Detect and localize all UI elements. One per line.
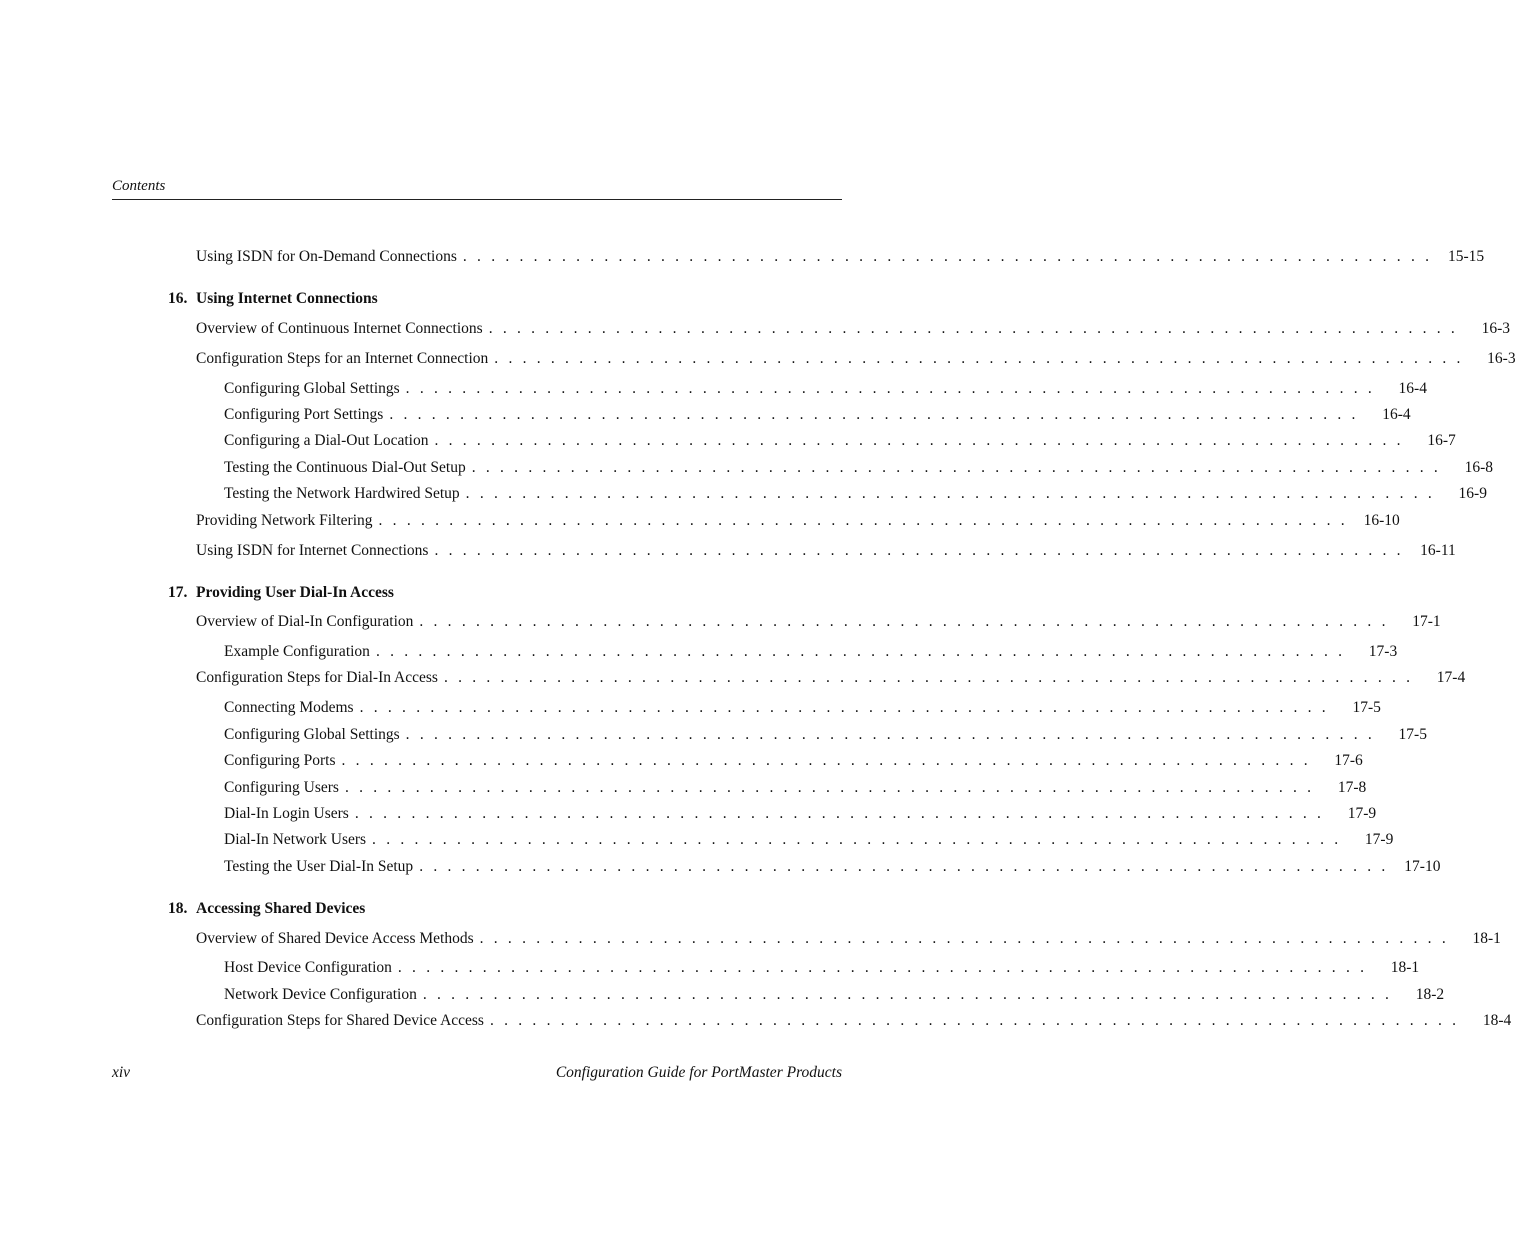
toc-entry[interactable]	[196, 248, 1485, 266]
toc-entry-title: Overview of Shared Device Access Methods	[196, 930, 474, 947]
toc-entry-page: 17-9	[1347, 805, 1377, 822]
toc-entry-page: 16-3	[1481, 320, 1510, 337]
toc-entry[interactable]	[224, 779, 1367, 797]
toc-entry-page: 16-8	[1464, 459, 1494, 476]
toc-entry-title: Overview of Dial-In Configuration	[196, 613, 414, 630]
chapter-number: 17.	[168, 584, 188, 601]
dot-leader: . . . . . . . . . . . . . . . . . . . . . . . . . . . . . . . . . . . . . . . . . . . . . . . . . . . . . . . . . . . . . . . . . . . . .	[434, 432, 1404, 449]
dot-leader: . . . . . . . . . . . . . . . . . . . . . . . . . . . . . . . . . . . . . . . . . . . . . . . . . . . . . . . . . . . . . . . . . . . . .	[471, 459, 1442, 476]
toc-entry[interactable]	[224, 699, 1381, 717]
toc-entry[interactable]	[196, 542, 1456, 560]
toc-entry[interactable]	[196, 930, 1501, 948]
toc-entry-title: Connecting Modems	[224, 699, 354, 716]
toc-entry-page: 17-4	[1436, 669, 1466, 686]
toc-entry[interactable]	[224, 726, 1427, 744]
chapter-title: Using Internet Connections	[196, 290, 378, 307]
dot-leader: . . . . . . . . . . . . . . . . . . . . . . . . . . . . . . . . . . . . . . . . . . . . . . . . . . . . . . . . . . . . . . . . . . . . .	[354, 805, 1325, 822]
toc-entry-title: Overview of Continuous Internet Connections	[196, 320, 483, 337]
toc-entry-page: 18-1	[1472, 930, 1501, 947]
toc-entry-title: Configuration Steps for Shared Device Access	[196, 1012, 484, 1029]
toc-entry[interactable]	[196, 613, 1441, 631]
toc-entry[interactable]	[196, 320, 1510, 338]
chapter-title: Providing User Dial-In Access	[196, 584, 394, 601]
chapter-heading[interactable]	[168, 900, 365, 918]
toc-entry-title: Testing the Network Hardwired Setup	[224, 485, 460, 502]
chapter-heading[interactable]	[168, 290, 378, 308]
dot-leader: . . . . . . . . . . . . . . . . . . . . . . . . . . . . . . . . . . . . . . . . . . . . . . . . . . . . . . . . . . . . . . . . . . . . .	[405, 726, 1375, 743]
toc-entry-title: Example Configuration	[224, 643, 370, 660]
toc-entry[interactable]	[224, 986, 1445, 1004]
dot-leader: . . . . . . . . . . . . . . . . . . . . . . . . . . . . . . . . . . . . . . . . . . . . . . . . . . . . . . . . . . . . . . . . . . . . .	[434, 542, 1404, 559]
toc-entry-page: 16-10	[1363, 512, 1400, 529]
dot-leader: . . . . . . . . . . . . . . . . . . . . . . . . . . . . . . . . . . . . . . . . . . . . . . . . . . . . . . . . . . . . . . . . . . . . .	[443, 669, 1414, 686]
footer-book-title: Configuration Guide for PortMaster Products	[555, 1064, 842, 1081]
toc-entry-title: Network Device Configuration	[224, 986, 417, 1003]
toc-entry-page: 18-2	[1415, 986, 1445, 1003]
toc-entry-page: 16-3	[1487, 350, 1516, 367]
dot-leader: . . . . . . . . . . . . . . . . . . . . . . . . . . . . . . . . . . . . . . . . . . . . . . . . . . . . . . . . . . . . . . . . . . . . .	[389, 406, 1359, 423]
toc-entry-page: 16-4	[1398, 380, 1427, 397]
dot-leader: . . . . . . . . . . . . . . . . . . . . . . . . . . . . . . . . . . . . . . . . . . . . . . . . . . . . . . . . . . . . . . . . . . . . .	[494, 350, 1464, 367]
toc-entry-page: 17-9	[1364, 831, 1394, 848]
dot-leader: . . . . . . . . . . . . . . . . . . . . . . . . . . . . . . . . . . . . . . . . . . . . . . . . . . . . . . . . . . . . . . . . . . . . .	[359, 699, 1329, 716]
dot-leader: . . . . . . . . . . . . . . . . . . . . . . . . . . . . . . . . . . . . . . . . . . . . . . . . . . . . . . . . . . . . . . . . . . . . .	[397, 959, 1368, 976]
toc-entry-title: Using ISDN for On-Demand Connections	[196, 248, 457, 265]
toc-entry-page: 17-3	[1368, 643, 1398, 660]
toc-entry[interactable]	[224, 831, 1394, 849]
dot-leader: . . . . . . . . . . . . . . . . . . . . . . . . . . . . . . . . . . . . . . . . . . . . . . . . . . . . . . . . . . . . . . . . . . . . .	[344, 779, 1315, 796]
toc-entry-page: 17-8	[1337, 779, 1367, 796]
toc-entry[interactable]	[196, 669, 1466, 687]
dot-leader: . . . . . . . . . . . . . . . . . . . . . . . . . . . . . . . . . . . . . . . . . . . . . . . . . . . . . . . . . . . . . . . . . . . . .	[341, 752, 1311, 769]
toc-entry-title: Using ISDN for Internet Connections	[196, 542, 429, 559]
toc-entry-page: 17-10	[1404, 858, 1441, 875]
toc-entry-title: Configuring Global Settings	[224, 726, 400, 743]
toc-entry-page: 17-5	[1352, 699, 1381, 716]
toc-entry-title: Configuration Steps for Dial-In Access	[196, 669, 438, 686]
toc-entry-title: Host Device Configuration	[224, 959, 392, 976]
dot-leader: . . . . . . . . . . . . . . . . . . . . . . . . . . . . . . . . . . . . . . . . . . . . . . . . . . . . . . . . . . . . . . . . . . . . .	[479, 930, 1449, 947]
toc-entry[interactable]	[224, 858, 1441, 876]
dot-leader: . . . . . . . . . . . . . . . . . . . . . . . . . . . . . . . . . . . . . . . . . . . . . . . . . . . . . . . . . . . . . . . . . . . . .	[489, 1012, 1460, 1029]
chapter-heading[interactable]	[168, 584, 394, 602]
toc-entry-title: Testing the User Dial-In Setup	[224, 858, 414, 875]
toc-entry[interactable]	[196, 350, 1516, 368]
footer-page-number: xiv	[112, 1064, 131, 1081]
chapter-number: 16.	[168, 290, 188, 307]
toc-entry-page: 17-1	[1412, 613, 1441, 630]
toc-entry-title: Configuring Users	[224, 779, 339, 796]
toc-entry[interactable]	[224, 643, 1398, 661]
toc-entry[interactable]	[224, 406, 1411, 424]
dot-leader: . . . . . . . . . . . . . . . . . . . . . . . . . . . . . . . . . . . . . . . . . . . . . . . . . . . . . . . . . . . . . . . . . . . . .	[378, 512, 1348, 529]
toc-entry-page: 17-6	[1334, 752, 1363, 769]
dot-leader: . . . . . . . . . . . . . . . . . . . . . . . . . . . . . . . . . . . . . . . . . . . . . . . . . . . . . . . . . . . . . . . . . . . . .	[375, 643, 1346, 660]
dot-leader: . . . . . . . . . . . . . . . . . . . . . . . . . . . . . . . . . . . . . . . . . . . . . . . . . . . . . . . . . . . . . . . . . . . . .	[488, 320, 1458, 337]
toc-entry-title: Configuring Port Settings	[224, 406, 384, 423]
toc-entry-page: 16-11	[1420, 542, 1456, 559]
toc-entry[interactable]	[224, 380, 1427, 398]
toc-entry[interactable]	[224, 959, 1420, 977]
dot-leader: . . . . . . . . . . . . . . . . . . . . . . . . . . . . . . . . . . . . . . . . . . . . . . . . . . . . . . . . . . . . . . . . . . . . .	[419, 613, 1389, 630]
toc-entry-title: Configuring Ports	[224, 752, 336, 769]
dot-leader: . . . . . . . . . . . . . . . . . . . . . . . . . . . . . . . . . . . . . . . . . . . . . . . . . . . . . . . . . . . . . . . . . . . . .	[462, 248, 1433, 265]
dot-leader: . . . . . . . . . . . . . . . . . . . . . . . . . . . . . . . . . . . . . . . . . . . . . . . . . . . . . . . . . . . . . . . . . . . . .	[465, 485, 1435, 502]
toc-entry-title: Configuring a Dial-Out Location	[224, 432, 429, 449]
toc-entry-page: 15-15	[1448, 248, 1485, 265]
toc-entry-page: 18-4	[1482, 1012, 1512, 1029]
toc-entry-page: 16-7	[1427, 432, 1456, 449]
toc-entry-title: Providing Network Filtering	[196, 512, 373, 529]
dot-leader: . . . . . . . . . . . . . . . . . . . . . . . . . . . . . . . . . . . . . . . . . . . . . . . . . . . . . . . . . . . . . . . . . . . . .	[372, 831, 1342, 848]
toc-entry-page: 17-5	[1398, 726, 1427, 743]
toc-entry[interactable]	[224, 752, 1363, 770]
toc-entry[interactable]	[224, 459, 1494, 477]
toc-entry-title: Dial-In Login Users	[224, 805, 349, 822]
dot-leader: . . . . . . . . . . . . . . . . . . . . . . . . . . . . . . . . . . . . . . . . . . . . . . . . . . . . . . . . . . . . . . . . . . . . .	[419, 858, 1389, 875]
dot-leader: . . . . . . . . . . . . . . . . . . . . . . . . . . . . . . . . . . . . . . . . . . . . . . . . . . . . . . . . . . . . . . . . . . . . .	[422, 986, 1393, 1003]
toc-entry-title: Configuration Steps for an Internet Connection	[196, 350, 489, 367]
toc-entry[interactable]	[224, 485, 1487, 503]
dot-leader: . . . . . . . . . . . . . . . . . . . . . . . . . . . . . . . . . . . . . . . . . . . . . . . . . . . . . . . . . . . . . . . . . . . . .	[405, 380, 1375, 397]
toc-entry-title: Configuring Global Settings	[224, 380, 400, 397]
toc-entry-page: 18-1	[1390, 959, 1420, 976]
header-title: Contents	[112, 178, 166, 194]
toc-entry[interactable]	[196, 512, 1400, 530]
toc-entry-title: Dial-In Network Users	[224, 831, 367, 848]
chapter-number: 18.	[168, 900, 188, 917]
chapter-title: Accessing Shared Devices	[196, 900, 366, 917]
toc-entry[interactable]	[196, 1012, 1512, 1030]
toc-entry-page: 16-9	[1458, 485, 1487, 502]
toc-entry-title: Testing the Continuous Dial-Out Setup	[224, 459, 466, 476]
toc-entry[interactable]	[224, 805, 1377, 823]
toc-entry[interactable]	[224, 432, 1456, 450]
toc-entry-page: 16-4	[1382, 406, 1411, 423]
